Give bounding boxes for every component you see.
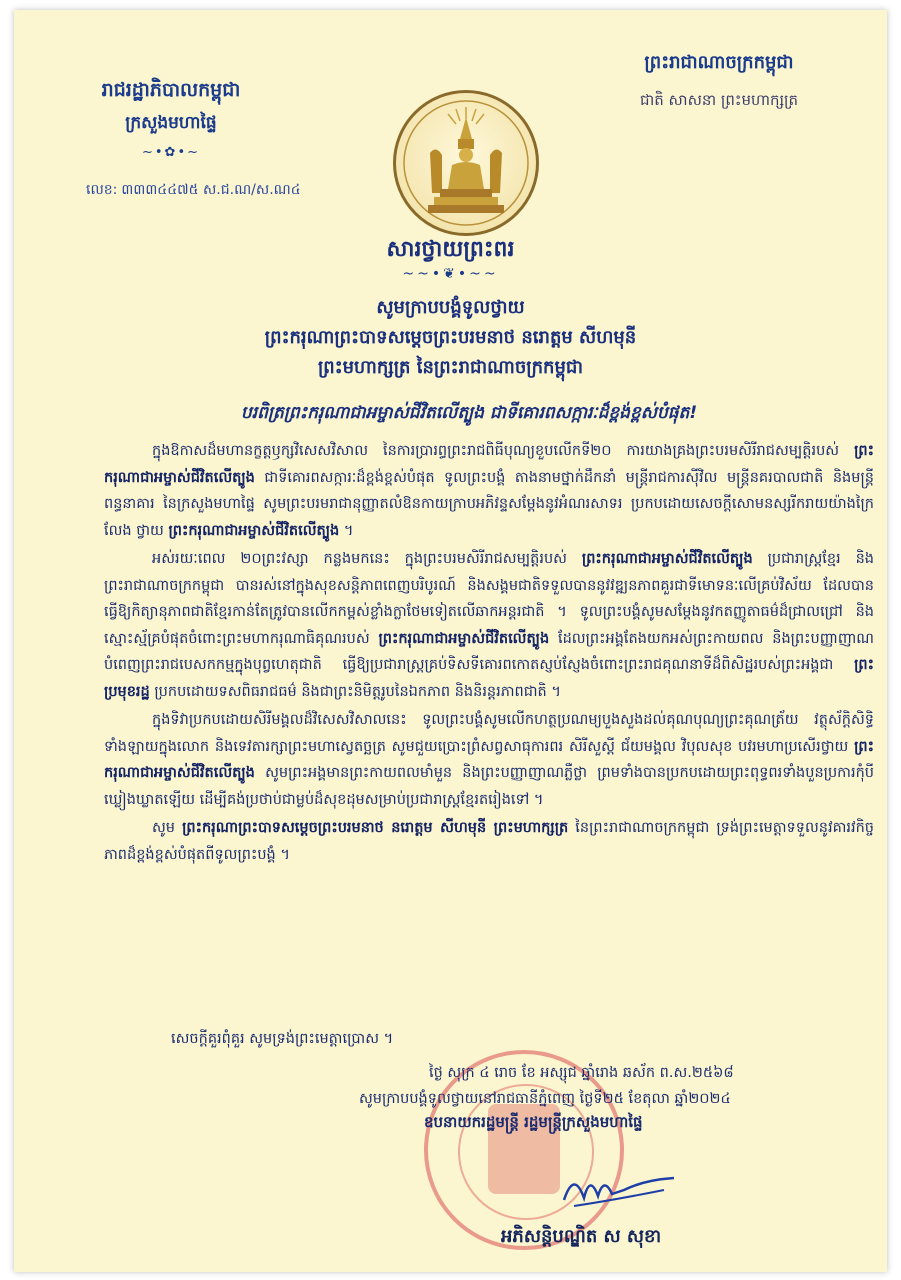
address-line-3: ព្រះមហាក្សត្រ នៃព្រះរាជាណាចក្រកម្ពុជា: [317, 357, 584, 378]
royal-emblem-icon: [393, 90, 539, 236]
royal-title: ព្រះករុណាជាអម្ចាស់ជីវិតលើត្បូង: [378, 630, 550, 647]
royal-title: ព្រះករុណាជាអម្ចាស់ជីវិតលើត្បូង: [104, 443, 874, 486]
lunar-date: ថ្ងៃ សុក្រ ៤ រោច ខែ អស្សុជ ឆ្នាំរោង ឆស័ក ព.ស.២៥៦៨: [429, 1065, 734, 1081]
address-line-2: ព្រះករុណាព្រះបាទសម្តេចព្រះបរមនាថ នរោត្តម សីហមុនី: [264, 327, 637, 348]
ministry-name: ក្រសួងមហាផ្ទៃ: [125, 113, 217, 133]
date-block: [359, 1060, 859, 1112]
letter-body: [104, 438, 874, 870]
paragraph-4: [104, 815, 874, 868]
text-run: ប្រជារាស្ត្រខ្មែរ និងព្រះរាជាណាចក្រកម្ពុជា បានរស់នៅក្នុងសុខសន្តិភាពពេញបរិបូរណ៍ និងសង្គមជាតិទទួលបាននូវវឌ្ឍនភាពគួរជាទីមោទនៈលើគ្រប់វិស័យ ដែលបានធ្វើឱ្យកិត្យានុភាពជាតិខ្មែរកាន់តែត្រូវបានលើកកម្ពស់ខ្លាំងក្លាថែមទៀតលើឆាកអន្តរជាតិ ។ ទូលព្រះបង្គំសូមសម្តែងនូវកតញ្ញូតាធម៌ដ៏ជ្រាលជ្រៅ និងស្មោះស្ម័គ្របំផុតចំពោះព្រះមហាករុណាធិគុណរបស់: [104, 551, 874, 647]
title-ornament: ~~•❦•~~: [402, 266, 499, 282]
paragraph-2: [104, 546, 874, 705]
royal-title: ព្រះករុណាជាអម្ចាស់ជីវិតលើត្បូង: [104, 738, 874, 781]
paragraph-1: [104, 438, 874, 544]
solar-date: សូមក្រាបបង្គំទូលថ្វាយនៅរាជធានីភ្នំពេញ ថ្ងៃទី២៥ ខែតុលា ឆ្នាំ២០២៤: [359, 1091, 731, 1107]
text-run: ប្រកបដោយទសពិធរាជធម៌ និងជាព្រះនិមិត្តរូបនៃឯកភាព និងនិរន្តរភាពជាតិ ។: [149, 683, 561, 700]
document-title: សារថ្វាយព្រះពរ: [386, 237, 515, 262]
issuer-header: [66, 78, 276, 160]
signature-icon: [554, 1160, 684, 1220]
reference-label: លេខ:: [86, 182, 118, 198]
kingdom-header: [589, 50, 849, 113]
royal-title: ព្រះប្រមុខរដ្ឋ: [104, 657, 874, 700]
royal-title: ព្រះករុណាជាអម្ចាស់ជីវិតលើត្បូង: [168, 522, 340, 539]
reference-number: [86, 180, 301, 201]
text-run: ក្នុងឱកាសដ៏មហានក្ខត្តឫក្សវិសេសវិសាល នៃការប្រារព្ធព្រះរាជពិធីបុណ្យខួបលើកទី២០ ការយាងគ្រងព្រះបរមសិរីរាជសម្បត្តិរបស់: [152, 443, 855, 459]
signer-name: អភិសន្តិបណ្ឌិត ស សុខា: [501, 1226, 662, 1247]
address-line-1: សូមក្រាបបង្គំទូលថ្វាយ: [376, 297, 525, 318]
letter-page: [14, 10, 887, 1272]
text-run: សូម: [152, 820, 183, 836]
text-run: សូមព្រះអង្គមានព្រះកាយពលមាំមួន និងព្រះបញ្ញាញាណភ្លឺថ្លា ព្រមទាំងបានប្រកបដោយព្រះពុទ្ធពរទាំងបួនប្រការកុំបីឃ្លៀងឃ្លាតឡើយ ដើម្បីគង់ប្រថាប់ជាម្លប់ដ៏សុខដុមសម្រាប់ប្រជារាស្ត្រខ្មែរតរៀងទៅ ។: [104, 765, 874, 808]
text-run: អស់រយៈពេល ២០ព្រះវស្សា កន្លងមកនេះ ក្នុងព្រះបរមសិរីរាជសម្បត្តិរបស់: [152, 551, 582, 567]
header-ornament: ~•✿•~: [141, 145, 200, 160]
royal-title: ព្រះករុណាជាអម្ចាស់ជីវិតលើត្បូង: [581, 551, 753, 567]
kingdom-name: ព្រះរាជាណាចក្រកម្ពុជា: [644, 52, 794, 73]
text-run: នៃព្រះរាជាណាចក្រកម្ពុជា ទ្រង់ព្រះមេត្តាទទួលនូវគារវកិច្ចភាពដ៏ខ្ពង់ខ្ពស់បំផុតពីទូលព្រះបង្គំ ។: [104, 820, 874, 863]
text-run: ជាទីគោរពសក្ការៈដ៏ខ្ពង់ខ្ពស់បំផុត ទូលព្រះបង្គំ តាងនាមថ្នាក់ដឹកនាំ មន្ត្រីរាជការស៊ីវិល មន្ត្រីនគរបាលជាតិ និងមន្ត្រីពន្ធនាគារ នៃក្រសួងមហាផ្ទៃ សូមព្រះបរមរាជានុញ្ញាតលំឱនកាយក្រាបអភិវន្ទសម្តែងនូវអំណរសាទរ ប្រកបដោយសេចក្តីសោមនស្សរីករាយយ៉ាងក្រៃលែង ថ្វាយ: [104, 469, 874, 539]
signer-title: ឧបនាយករដ្ឋមន្ត្រី រដ្ឋមន្ត្រីក្រសួងមហាផ្ទៃ: [424, 1113, 643, 1131]
paragraph-3: [104, 707, 874, 813]
closing-line: សេចក្តីគួរពុំគួរ សូមទ្រង់ព្រះមេត្តាប្រោស ។: [171, 1031, 394, 1047]
national-motto: ជាតិ សាសនា ព្រះមហាក្សត្រ: [639, 91, 799, 109]
text-run: ក្នុងទិវាប្រកបដោយសិរីមង្គលដ៏វិសេសវិសាលនេះ ទូលព្រះបង្គំសូមលើកហត្ថប្រណម្យបួងសួងដល់គុណបុណ្យព្រះគុណត្រ័យ វត្ថុស័ក្តិសិទ្ធិទាំងឡាយក្នុងលោក និងទេវតារក្សាព្រះមហាស្វេតច្ឆត្រ សូមជួយប្រោះព្រំសព្វសាធុការពរ សិរីសួស្តី ជ័យមង្គល វិបុលសុខ បវរមហាប្រសើរថ្វាយ: [104, 712, 874, 755]
government-name: រាជរដ្ឋាភិបាលកម្ពុជា: [101, 79, 241, 101]
royal-title: ព្រះករុណាព្រះបាទសម្តេចព្រះបរមនាថ នរោត្តម សីហមុនី ព្រះមហាក្សត្រ: [182, 820, 569, 836]
reference-value: ៣៣៣៤៤៧៥ ស.ជ.ណ/ស.ណ៤: [121, 182, 301, 198]
text-run: ដែលព្រះអង្គតែងយកអស់ព្រះកាយពល និងព្រះបញ្ញាញាណ បំពេញព្រះរាជបេសកកម្មក្នុងបុព្វហេតុជាតិ ធ្វើឱ្យប្រជារាស្ត្រគ្រប់ទិសទីគោរពកោតស្ញប់ស្ញែងចំពោះព្រះរាជគុណនាទីដ៏ពិសិដ្ឋរបស់ព្រះអង្គជា: [104, 630, 874, 673]
salutation: បរពិត្រព្រះករុណាជាអម្ចាស់ជីវិតលើត្បូង ជាទីគោរពសក្ការៈដ៏ខ្ពង់ខ្ពស់បំផុត!: [240, 403, 698, 423]
text-run: ។: [339, 522, 354, 539]
address-block: [14, 293, 887, 383]
